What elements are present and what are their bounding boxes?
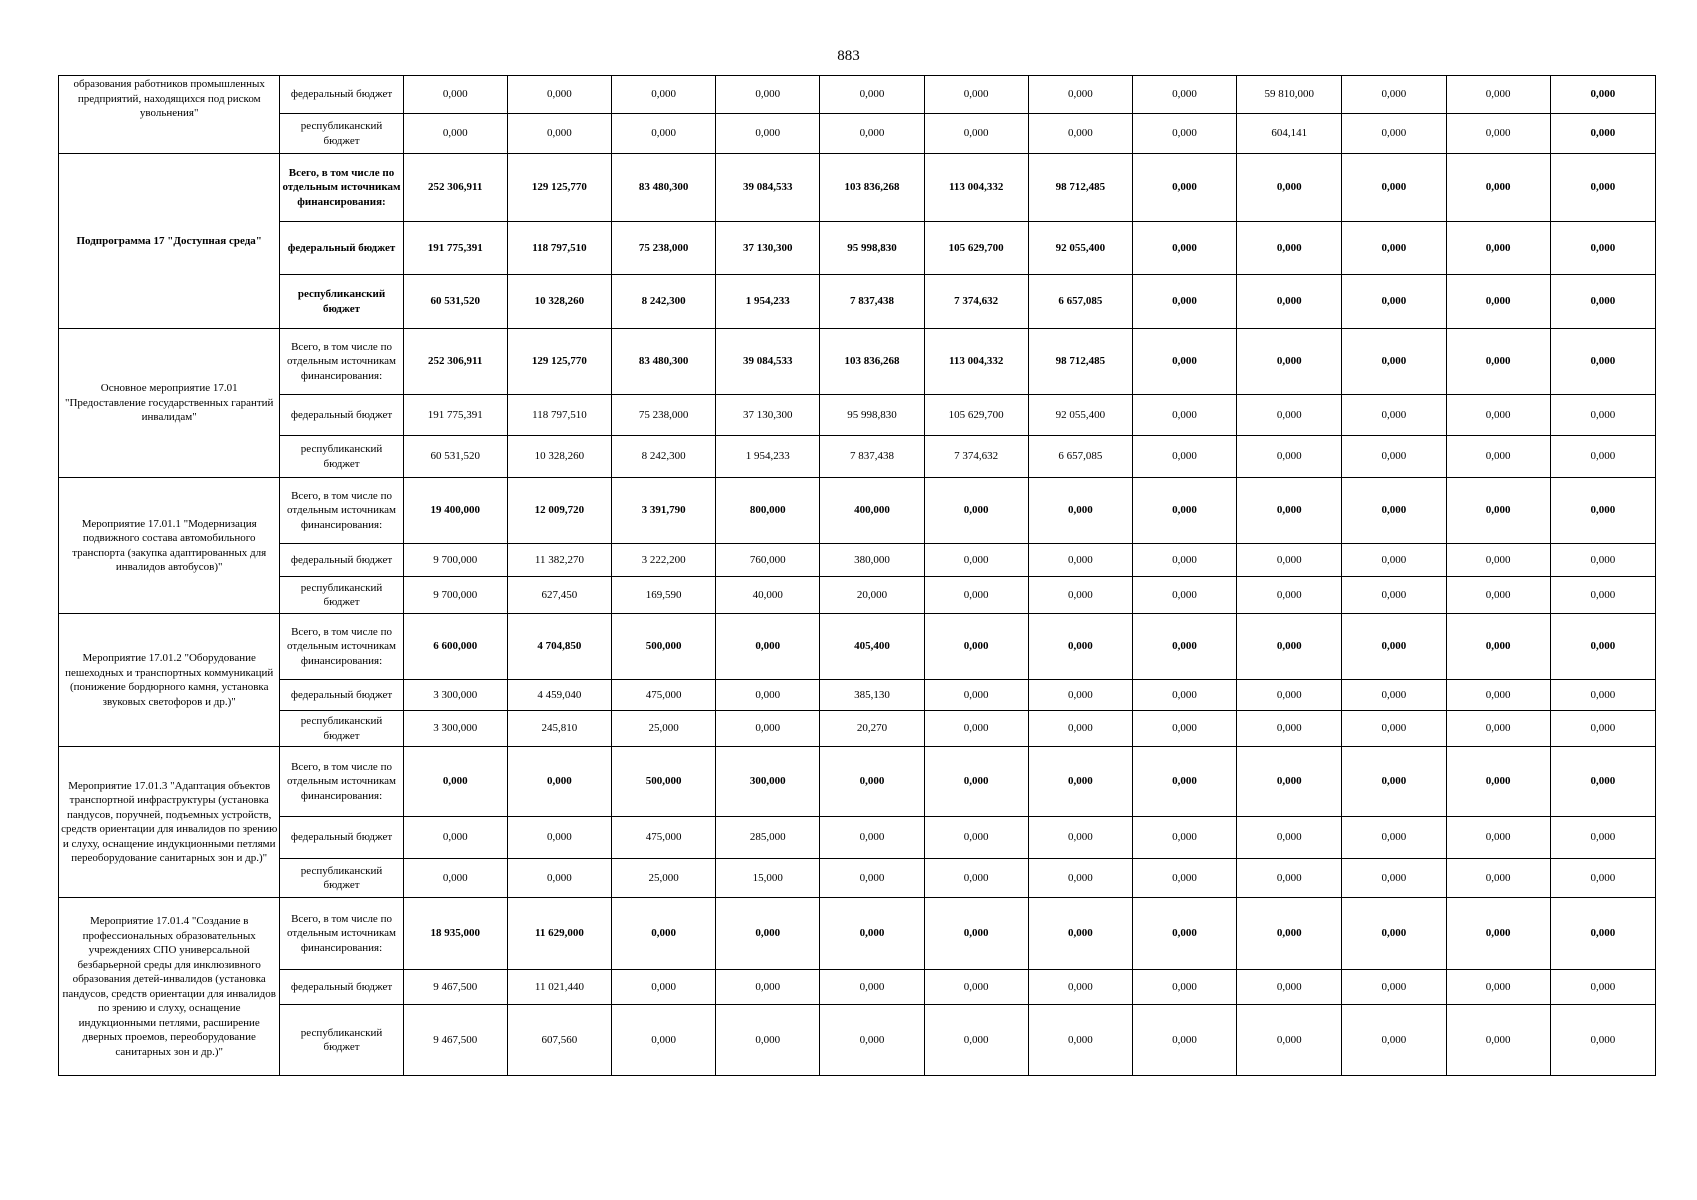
value-cell: 0,000 <box>1132 747 1236 817</box>
value-cell: 0,000 <box>716 114 820 154</box>
value-cell: 0,000 <box>1237 898 1342 970</box>
value-cell: 0,000 <box>1132 680 1236 711</box>
budget-table <box>58 75 1656 1076</box>
value-cell: 0,000 <box>1028 478 1132 544</box>
value-cell: 0,000 <box>1237 711 1342 747</box>
value-cell: 0,000 <box>1550 817 1655 859</box>
value-cell: 3 391,790 <box>612 478 716 544</box>
program-name-cell: Мероприятие 17.01.4 "Создание в профессиональных образовательных учреждениях СПО универсальной безбарьерной среды для инклюзивного образования детей-инвалидов (установка пандусов, средств ориентации для инвалидов по зрению и слуху, оснащение индукционными петлями, расширение дверных проемов, переоборудование санитарных зон и др.)" <box>59 898 280 1076</box>
value-cell: 0,000 <box>1132 544 1236 577</box>
value-cell: 0,000 <box>403 76 507 114</box>
value-cell: 0,000 <box>1342 436 1446 478</box>
value-cell: 0,000 <box>1132 222 1236 275</box>
value-cell: 0,000 <box>1237 747 1342 817</box>
value-cell: 0,000 <box>924 577 1028 614</box>
value-cell: 0,000 <box>1550 544 1655 577</box>
value-cell: 0,000 <box>820 817 924 859</box>
value-cell: 627,450 <box>507 577 611 614</box>
program-name-cell: Мероприятие 17.01.2 "Оборудование пешеходных и транспортных коммуникаций (понижение бордюрного камня, установка звуковых светофоров и др.)" <box>59 614 280 747</box>
value-cell: 0,000 <box>924 76 1028 114</box>
value-cell: 0,000 <box>1132 114 1236 154</box>
value-cell: 0,000 <box>1342 747 1446 817</box>
value-cell: 0,000 <box>1237 436 1342 478</box>
value-cell: 191 775,391 <box>403 222 507 275</box>
value-cell: 0,000 <box>1132 817 1236 859</box>
value-cell: 800,000 <box>716 478 820 544</box>
value-cell: 7 374,632 <box>924 275 1028 329</box>
value-cell: 0,000 <box>1237 275 1342 329</box>
program-name-cell: Подпрограмма 17 "Доступная среда" <box>59 154 280 329</box>
value-cell: 39 084,533 <box>716 329 820 395</box>
value-cell: 0,000 <box>1342 898 1446 970</box>
value-cell: 10 328,260 <box>507 275 611 329</box>
value-cell: 0,000 <box>1446 614 1550 680</box>
value-cell: 0,000 <box>1550 680 1655 711</box>
value-cell: 245,810 <box>507 711 611 747</box>
value-cell: 0,000 <box>1550 478 1655 544</box>
table-row <box>59 478 1656 544</box>
funding-source-cell: республиканский бюджет <box>280 577 403 614</box>
value-cell: 0,000 <box>1446 329 1550 395</box>
value-cell: 252 306,911 <box>403 154 507 222</box>
value-cell: 0,000 <box>1550 275 1655 329</box>
value-cell: 92 055,400 <box>1028 222 1132 275</box>
value-cell: 39 084,533 <box>716 154 820 222</box>
value-cell: 95 998,830 <box>820 222 924 275</box>
value-cell: 0,000 <box>924 817 1028 859</box>
value-cell: 0,000 <box>507 114 611 154</box>
value-cell: 0,000 <box>1237 222 1342 275</box>
value-cell: 3 300,000 <box>403 711 507 747</box>
value-cell: 0,000 <box>1446 859 1550 898</box>
table-row <box>59 544 1656 577</box>
value-cell: 0,000 <box>1028 1005 1132 1076</box>
value-cell: 0,000 <box>1342 154 1446 222</box>
value-cell: 0,000 <box>924 114 1028 154</box>
value-cell: 0,000 <box>1550 114 1655 154</box>
value-cell: 0,000 <box>1237 577 1342 614</box>
value-cell: 83 480,300 <box>612 329 716 395</box>
funding-source-cell: республиканский бюджет <box>280 711 403 747</box>
program-name-cell: Основное мероприятие 17.01 "Предоставление государственных гарантий инвалидам" <box>59 329 280 478</box>
value-cell: 0,000 <box>1028 859 1132 898</box>
value-cell: 18 935,000 <box>403 898 507 970</box>
value-cell: 0,000 <box>1132 898 1236 970</box>
value-cell: 0,000 <box>1028 114 1132 154</box>
value-cell: 169,590 <box>612 577 716 614</box>
value-cell: 0,000 <box>1550 395 1655 436</box>
funding-source-cell: федеральный бюджет <box>280 222 403 275</box>
value-cell: 0,000 <box>1237 859 1342 898</box>
value-cell: 0,000 <box>403 859 507 898</box>
value-cell: 19 400,000 <box>403 478 507 544</box>
value-cell: 0,000 <box>1446 395 1550 436</box>
value-cell: 0,000 <box>1132 329 1236 395</box>
value-cell: 0,000 <box>1550 1005 1655 1076</box>
table-row <box>59 114 1656 154</box>
value-cell: 12 009,720 <box>507 478 611 544</box>
value-cell: 11 629,000 <box>507 898 611 970</box>
value-cell: 0,000 <box>1342 275 1446 329</box>
value-cell: 0,000 <box>924 544 1028 577</box>
value-cell: 0,000 <box>1132 970 1236 1005</box>
value-cell: 0,000 <box>820 1005 924 1076</box>
value-cell: 4 704,850 <box>507 614 611 680</box>
value-cell: 11 382,270 <box>507 544 611 577</box>
page-number: 883 <box>837 48 860 64</box>
value-cell: 475,000 <box>612 680 716 711</box>
value-cell: 0,000 <box>1028 544 1132 577</box>
table-row <box>59 577 1656 614</box>
value-cell: 0,000 <box>820 859 924 898</box>
value-cell: 0,000 <box>716 970 820 1005</box>
table-row <box>59 970 1656 1005</box>
value-cell: 0,000 <box>1550 329 1655 395</box>
value-cell: 0,000 <box>1446 222 1550 275</box>
value-cell: 607,560 <box>507 1005 611 1076</box>
value-cell: 60 531,520 <box>403 275 507 329</box>
table-row <box>59 222 1656 275</box>
value-cell: 1 954,233 <box>716 436 820 478</box>
value-cell: 0,000 <box>1446 275 1550 329</box>
value-cell: 0,000 <box>1342 859 1446 898</box>
value-cell: 0,000 <box>1132 76 1236 114</box>
funding-source-cell: Всего, в том числе по отдельным источникам финансирования: <box>280 614 403 680</box>
value-cell: 113 004,332 <box>924 154 1028 222</box>
value-cell: 0,000 <box>1446 544 1550 577</box>
value-cell: 0,000 <box>716 1005 820 1076</box>
value-cell: 6 600,000 <box>403 614 507 680</box>
value-cell: 0,000 <box>1237 614 1342 680</box>
value-cell: 8 242,300 <box>612 275 716 329</box>
value-cell: 0,000 <box>612 114 716 154</box>
value-cell: 113 004,332 <box>924 329 1028 395</box>
funding-source-cell: Всего, в том числе по отдельным источникам финансирования: <box>280 898 403 970</box>
value-cell: 0,000 <box>924 680 1028 711</box>
value-cell: 0,000 <box>1132 478 1236 544</box>
value-cell: 75 238,000 <box>612 222 716 275</box>
funding-source-cell: республиканский бюджет <box>280 114 403 154</box>
value-cell: 0,000 <box>507 859 611 898</box>
value-cell: 98 712,485 <box>1028 329 1132 395</box>
funding-source-cell: республиканский бюджет <box>280 436 403 478</box>
value-cell: 0,000 <box>1550 222 1655 275</box>
value-cell: 0,000 <box>1132 614 1236 680</box>
value-cell: 0,000 <box>1446 1005 1550 1076</box>
value-cell: 0,000 <box>1342 395 1446 436</box>
value-cell: 0,000 <box>924 478 1028 544</box>
value-cell: 0,000 <box>924 711 1028 747</box>
value-cell: 0,000 <box>1550 154 1655 222</box>
value-cell: 9 467,500 <box>403 970 507 1005</box>
value-cell: 0,000 <box>1132 859 1236 898</box>
value-cell: 0,000 <box>1446 898 1550 970</box>
funding-source-cell: Всего, в том числе по отдельным источникам финансирования: <box>280 478 403 544</box>
value-cell: 0,000 <box>1132 154 1236 222</box>
value-cell: 0,000 <box>507 747 611 817</box>
table-row <box>59 275 1656 329</box>
value-cell: 0,000 <box>1237 1005 1342 1076</box>
value-cell: 7 837,438 <box>820 275 924 329</box>
value-cell: 0,000 <box>1550 898 1655 970</box>
value-cell: 105 629,700 <box>924 395 1028 436</box>
value-cell: 0,000 <box>820 747 924 817</box>
value-cell: 9 700,000 <box>403 577 507 614</box>
value-cell: 0,000 <box>716 711 820 747</box>
value-cell: 0,000 <box>1237 395 1342 436</box>
value-cell: 9 700,000 <box>403 544 507 577</box>
value-cell: 0,000 <box>1550 436 1655 478</box>
value-cell: 0,000 <box>1342 577 1446 614</box>
value-cell: 300,000 <box>716 747 820 817</box>
table-row <box>59 680 1656 711</box>
value-cell: 15,000 <box>716 859 820 898</box>
funding-source-cell: Всего, в том числе по отдельным источникам финансирования: <box>280 747 403 817</box>
value-cell: 75 238,000 <box>612 395 716 436</box>
value-cell: 103 836,268 <box>820 154 924 222</box>
value-cell: 11 021,440 <box>507 970 611 1005</box>
value-cell: 0,000 <box>612 970 716 1005</box>
value-cell: 0,000 <box>1446 680 1550 711</box>
value-cell: 252 306,911 <box>403 329 507 395</box>
value-cell: 6 657,085 <box>1028 436 1132 478</box>
value-cell: 129 125,770 <box>507 154 611 222</box>
value-cell: 9 467,500 <box>403 1005 507 1076</box>
value-cell: 0,000 <box>1446 577 1550 614</box>
table-row <box>59 747 1656 817</box>
program-name-cell: Мероприятие 17.01.3 "Адаптация объектов транспортной инфраструктуры (установка пандусов, поручней, подъемных устройств, средств ориентации для инвалидов по зрению и слуху, оснащение индукционными петлями переоборудование санитарных зон и др.)" <box>59 747 280 898</box>
value-cell: 400,000 <box>820 478 924 544</box>
value-cell: 385,130 <box>820 680 924 711</box>
value-cell: 0,000 <box>1550 859 1655 898</box>
value-cell: 0,000 <box>1446 970 1550 1005</box>
value-cell: 37 130,300 <box>716 395 820 436</box>
table-row <box>59 436 1656 478</box>
funding-source-cell: федеральный бюджет <box>280 970 403 1005</box>
value-cell: 0,000 <box>1237 680 1342 711</box>
value-cell: 0,000 <box>1342 329 1446 395</box>
value-cell: 118 797,510 <box>507 395 611 436</box>
value-cell: 0,000 <box>1028 614 1132 680</box>
funding-source-cell: Всего, в том числе по отдельным источникам финансирования: <box>280 329 403 395</box>
value-cell: 0,000 <box>1132 711 1236 747</box>
value-cell: 0,000 <box>507 817 611 859</box>
value-cell: 0,000 <box>1237 544 1342 577</box>
value-cell: 0,000 <box>1028 970 1132 1005</box>
value-cell: 1 954,233 <box>716 275 820 329</box>
value-cell: 0,000 <box>820 76 924 114</box>
value-cell: 0,000 <box>1028 680 1132 711</box>
value-cell: 4 459,040 <box>507 680 611 711</box>
table-row <box>59 1005 1656 1076</box>
value-cell: 0,000 <box>1446 711 1550 747</box>
value-cell: 105 629,700 <box>924 222 1028 275</box>
value-cell: 0,000 <box>1342 680 1446 711</box>
value-cell: 0,000 <box>1237 817 1342 859</box>
value-cell: 0,000 <box>1446 154 1550 222</box>
value-cell: 0,000 <box>1342 614 1446 680</box>
value-cell: 0,000 <box>1342 970 1446 1005</box>
value-cell: 0,000 <box>924 898 1028 970</box>
value-cell: 0,000 <box>1550 577 1655 614</box>
value-cell: 0,000 <box>1028 898 1132 970</box>
funding-source-cell: республиканский бюджет <box>280 859 403 898</box>
value-cell: 6 657,085 <box>1028 275 1132 329</box>
value-cell: 37 130,300 <box>716 222 820 275</box>
table-row <box>59 859 1656 898</box>
value-cell: 0,000 <box>1342 222 1446 275</box>
value-cell: 0,000 <box>1550 711 1655 747</box>
value-cell: 0,000 <box>1446 436 1550 478</box>
value-cell: 25,000 <box>612 859 716 898</box>
value-cell: 0,000 <box>1237 154 1342 222</box>
funding-source-cell: федеральный бюджет <box>280 817 403 859</box>
value-cell: 0,000 <box>924 747 1028 817</box>
value-cell: 0,000 <box>1550 614 1655 680</box>
value-cell: 405,400 <box>820 614 924 680</box>
value-cell: 0,000 <box>1446 478 1550 544</box>
value-cell: 0,000 <box>612 1005 716 1076</box>
value-cell: 0,000 <box>1132 577 1236 614</box>
value-cell: 103 836,268 <box>820 329 924 395</box>
value-cell: 0,000 <box>1342 76 1446 114</box>
program-name-cell: Мероприятие 17.01.1 "Модернизация подвижного состава автомобильного транспорта (закупка адаптированных для инвалидов автобусов)" <box>59 478 280 614</box>
funding-source-cell: федеральный бюджет <box>280 544 403 577</box>
value-cell: 380,000 <box>820 544 924 577</box>
value-cell: 118 797,510 <box>507 222 611 275</box>
value-cell: 0,000 <box>716 898 820 970</box>
value-cell: 500,000 <box>612 614 716 680</box>
value-cell: 10 328,260 <box>507 436 611 478</box>
value-cell: 0,000 <box>1342 711 1446 747</box>
value-cell: 0,000 <box>820 114 924 154</box>
value-cell: 0,000 <box>924 614 1028 680</box>
value-cell: 0,000 <box>1132 275 1236 329</box>
value-cell: 0,000 <box>1342 817 1446 859</box>
value-cell: 0,000 <box>1550 970 1655 1005</box>
table-row <box>59 329 1656 395</box>
value-cell: 0,000 <box>403 114 507 154</box>
value-cell: 475,000 <box>612 817 716 859</box>
value-cell: 0,000 <box>403 747 507 817</box>
value-cell: 7 837,438 <box>820 436 924 478</box>
value-cell: 0,000 <box>1028 577 1132 614</box>
value-cell: 0,000 <box>403 817 507 859</box>
value-cell: 95 998,830 <box>820 395 924 436</box>
value-cell: 0,000 <box>1028 747 1132 817</box>
funding-source-cell: федеральный бюджет <box>280 76 403 114</box>
value-cell: 0,000 <box>507 76 611 114</box>
value-cell: 0,000 <box>1446 747 1550 817</box>
value-cell: 98 712,485 <box>1028 154 1132 222</box>
value-cell: 8 242,300 <box>612 436 716 478</box>
value-cell: 0,000 <box>1446 76 1550 114</box>
funding-source-cell: федеральный бюджет <box>280 395 403 436</box>
value-cell: 0,000 <box>820 970 924 1005</box>
value-cell: 0,000 <box>1550 76 1655 114</box>
program-name-cell: образования работников промышленных предприятий, находящихся под риском увольнения" <box>59 76 280 154</box>
funding-source-cell: республиканский бюджет <box>280 275 403 329</box>
value-cell: 760,000 <box>716 544 820 577</box>
value-cell: 0,000 <box>1028 76 1132 114</box>
table-body <box>59 76 1656 1076</box>
value-cell: 0,000 <box>924 859 1028 898</box>
value-cell: 40,000 <box>716 577 820 614</box>
value-cell: 20,270 <box>820 711 924 747</box>
value-cell: 129 125,770 <box>507 329 611 395</box>
value-cell: 20,000 <box>820 577 924 614</box>
value-cell: 0,000 <box>1342 1005 1446 1076</box>
value-cell: 0,000 <box>1342 478 1446 544</box>
value-cell: 3 222,200 <box>612 544 716 577</box>
value-cell: 0,000 <box>924 970 1028 1005</box>
funding-source-cell: республиканский бюджет <box>280 1005 403 1076</box>
value-cell: 0,000 <box>1237 478 1342 544</box>
value-cell: 0,000 <box>1132 395 1236 436</box>
table-row <box>59 154 1656 222</box>
value-cell: 0,000 <box>1237 970 1342 1005</box>
funding-source-cell: федеральный бюджет <box>280 680 403 711</box>
value-cell: 191 775,391 <box>403 395 507 436</box>
value-cell: 0,000 <box>716 76 820 114</box>
value-cell: 92 055,400 <box>1028 395 1132 436</box>
value-cell: 0,000 <box>1446 114 1550 154</box>
table-row <box>59 614 1656 680</box>
value-cell: 0,000 <box>612 76 716 114</box>
value-cell: 0,000 <box>1132 1005 1236 1076</box>
table-row <box>59 76 1656 114</box>
value-cell: 285,000 <box>716 817 820 859</box>
value-cell: 500,000 <box>612 747 716 817</box>
value-cell: 0,000 <box>1028 711 1132 747</box>
value-cell: 83 480,300 <box>612 154 716 222</box>
value-cell: 0,000 <box>716 680 820 711</box>
value-cell: 0,000 <box>924 1005 1028 1076</box>
value-cell: 0,000 <box>1237 329 1342 395</box>
table-row <box>59 817 1656 859</box>
table-row <box>59 395 1656 436</box>
table-row <box>59 898 1656 970</box>
value-cell: 59 810,000 <box>1237 76 1342 114</box>
value-cell: 60 531,520 <box>403 436 507 478</box>
value-cell: 7 374,632 <box>924 436 1028 478</box>
value-cell: 0,000 <box>1342 544 1446 577</box>
value-cell: 0,000 <box>1132 436 1236 478</box>
value-cell: 25,000 <box>612 711 716 747</box>
value-cell: 0,000 <box>1028 817 1132 859</box>
value-cell: 0,000 <box>820 898 924 970</box>
funding-source-cell: Всего, в том числе по отдельным источникам финансирования: <box>280 154 403 222</box>
value-cell: 0,000 <box>1342 114 1446 154</box>
value-cell: 604,141 <box>1237 114 1342 154</box>
value-cell: 3 300,000 <box>403 680 507 711</box>
value-cell: 0,000 <box>612 898 716 970</box>
value-cell: 0,000 <box>716 614 820 680</box>
value-cell: 0,000 <box>1446 817 1550 859</box>
value-cell: 0,000 <box>1550 747 1655 817</box>
table-row <box>59 711 1656 747</box>
